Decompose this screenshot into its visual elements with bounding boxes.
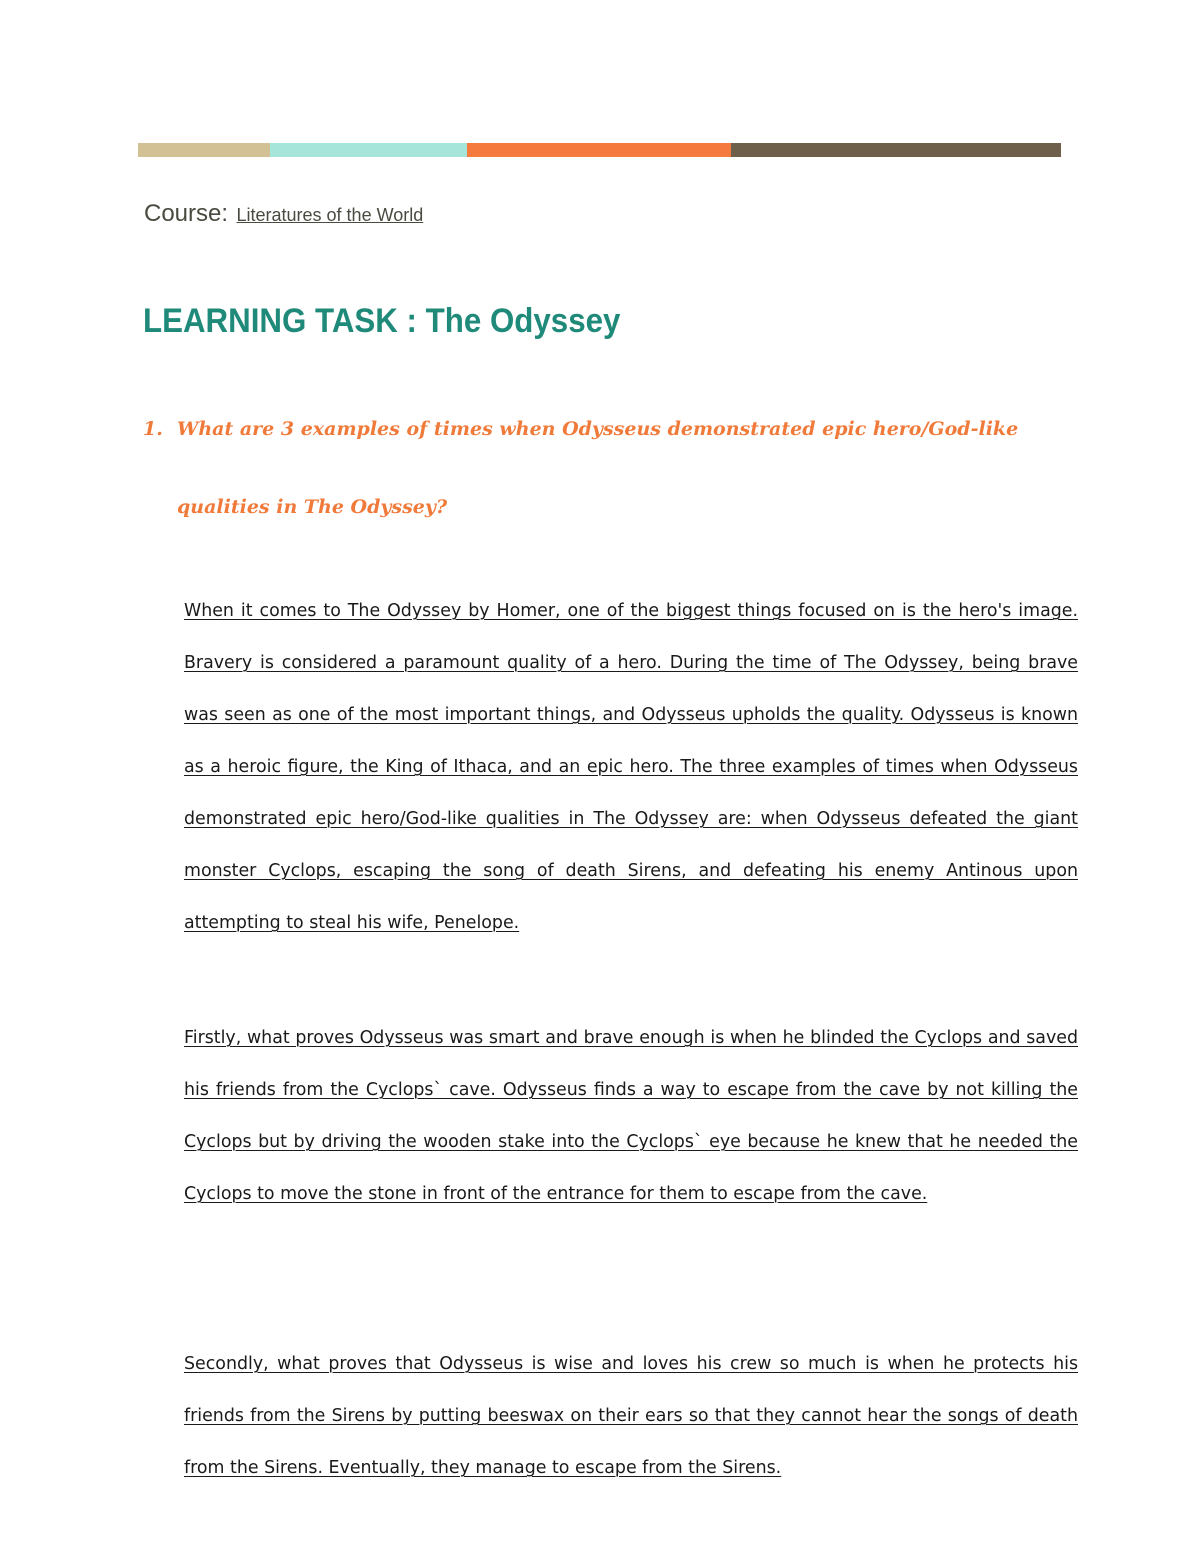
answer-paragraph-cyclops: Firstly, what proves Odysseus was smart and brave enough is when he blinded the Cyclops and saved his friends from the Cyclops` cave. Odysseus finds a way to escape from the cave by not killing the Cyclops but by driving the wooden stake into the Cyclops` eye because he knew that he needed the Cyclops to move the stone in front of the entrance for them to escape from the cave. — [184, 1028, 1078, 1204]
course-line — [144, 200, 423, 228]
color-bar-segment-tan — [138, 143, 270, 157]
question-text-line-1: What are 3 examples of times when Odysseus demonstrated epic hero/God-like — [177, 418, 1019, 440]
color-bar-segment-brown — [731, 143, 1061, 157]
header-color-bar — [138, 143, 1061, 157]
answer-paragraph-sirens: Secondly, what proves that Odysseus is wise and loves his crew so much is when he protects his friends from the Sirens by putting beeswax on their ears so that they cannot hear the songs of death from the Sirens. Eventually, they manage to escape from the Sirens. — [184, 1354, 1078, 1478]
course-label: Course: — [144, 200, 229, 227]
question-number: 1. — [143, 418, 163, 440]
question-text-line-2: qualities in The Odyssey? — [177, 496, 448, 518]
learning-task-title: LEARNING TASK : The Odyssey — [143, 302, 621, 340]
color-bar-segment-orange — [467, 143, 731, 157]
question-1 — [143, 390, 1073, 546]
answer-paragraph-intro: When it comes to The Odyssey by Homer, one of the biggest things focused on is the hero's image. Bravery is considered a paramount quality of a hero. During the time of The Odyssey, being brave was seen as one of the most important things, and Odysseus upholds the quality. Odysseus is known as a heroic figure, the King of Ithaca, and an epic hero. The three examples of times when Odysseus demonstrated epic hero/God-like qualities in The Odyssey are: when Odysseus defeated the giant monster Cyclops, escaping the song of death Sirens, and defeating his enemy Antinous upon attempting to steal his wife, Penelope. — [184, 601, 1078, 933]
course-name: Literatures of the World — [236, 205, 424, 225]
color-bar-segment-mint — [270, 143, 467, 157]
